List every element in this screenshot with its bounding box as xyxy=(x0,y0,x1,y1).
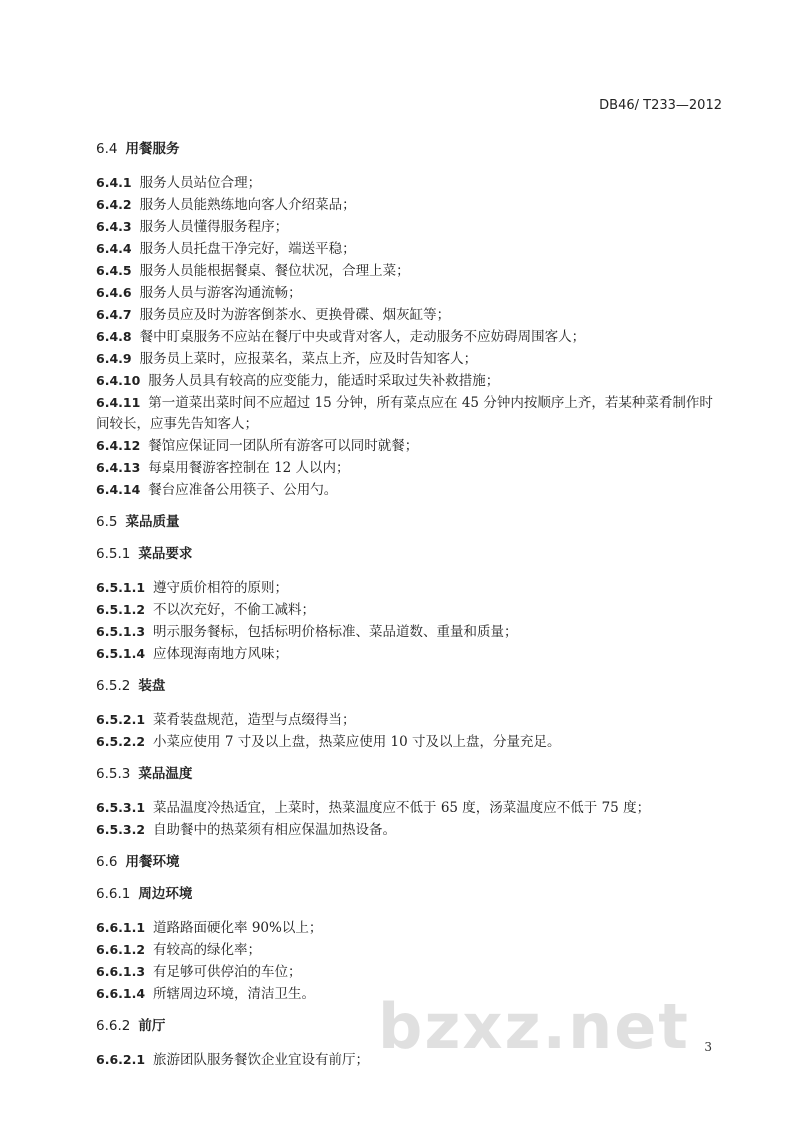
document-code: DB46/ T233—2012 xyxy=(599,98,722,113)
clause-number: 6.5.2.1 xyxy=(96,712,146,727)
clause-number: 6.4.11 xyxy=(96,395,141,410)
clause-text: 服务人员与游客沟通流畅； xyxy=(139,285,302,301)
clause-text: 每桌用餐游客控制在 12 人以内； xyxy=(148,460,350,476)
clause-item xyxy=(96,326,726,348)
subsection-heading xyxy=(96,883,726,905)
clause-number: 6.5.3 xyxy=(96,766,131,782)
clause-item xyxy=(96,577,726,599)
clause-text: 服务员上菜时，应报菜名，菜点上齐，应及时告知客人； xyxy=(139,351,478,367)
clause-item xyxy=(96,304,726,326)
heading-title: 前厅 xyxy=(138,1018,166,1034)
heading-title: 菜品温度 xyxy=(138,766,193,782)
clause-number: 6.6.1.2 xyxy=(96,942,146,957)
clause-text: 明示服务餐标，包括标明价格标准、菜品道数、重量和质量； xyxy=(153,624,518,640)
clause-number: 6.4 xyxy=(96,141,118,157)
clause-item xyxy=(96,621,726,643)
clause-text: 服务人员懂得服务程序； xyxy=(139,219,289,235)
clause-text: 第一道菜出菜时间不应超过 15 分钟，所有菜点应在 45 分钟内按顺序上齐，若某种菜肴制作时间较长，应事先告知客人； xyxy=(96,395,713,432)
clause-number: 6.5.3.2 xyxy=(96,822,146,837)
clause-text: 应体现海南地方风味； xyxy=(153,646,289,662)
clause-number: 6.4.2 xyxy=(96,197,132,212)
subsection-heading xyxy=(96,675,726,697)
clause-text: 服务人员托盘干净完好，端送平稳； xyxy=(139,241,356,257)
clause-number: 6.4.5 xyxy=(96,263,132,278)
clause-number: 6.4.10 xyxy=(96,373,141,388)
clause-text: 餐馆应保证同一团队所有游客可以同时就餐； xyxy=(148,438,419,454)
clause-number: 6.6.1.1 xyxy=(96,920,146,935)
clause-number: 6.5.3.1 xyxy=(96,800,146,815)
heading-title: 菜品质量 xyxy=(125,514,180,530)
clause-item xyxy=(96,194,726,216)
page-number: 3 xyxy=(704,1040,712,1054)
clause-number: 6.5.1.1 xyxy=(96,580,146,595)
clause-text: 菜品温度冷热适宜，上菜时，热菜温度应不低于 65 度，汤菜温度应不低于 75 度； xyxy=(153,800,651,816)
heading-title: 周边环境 xyxy=(138,886,193,902)
clause-item xyxy=(96,797,726,819)
clause-number: 6.6 xyxy=(96,854,118,870)
clause-number: 6.6.2.1 xyxy=(96,1052,146,1067)
clause-item xyxy=(96,599,726,621)
clause-item xyxy=(96,917,726,939)
section-heading xyxy=(96,511,726,533)
clause-number: 6.4.7 xyxy=(96,307,132,322)
clause-number: 6.5.2.2 xyxy=(96,734,146,749)
clause-text: 有足够可供停泊的车位； xyxy=(153,964,302,980)
clause-number: 6.5.1 xyxy=(96,546,131,562)
clause-item xyxy=(96,392,726,435)
clause-number: 6.4.1 xyxy=(96,175,132,190)
clause-item xyxy=(96,282,726,304)
clause-number: 6.4.13 xyxy=(96,460,141,475)
clause-item xyxy=(96,260,726,282)
clause-number: 6.6.1.3 xyxy=(96,964,146,979)
clause-text: 餐中盯桌服务不应站在餐厅中央或背对客人，走动服务不应妨碍周围客人； xyxy=(139,329,586,345)
clause-number: 6.6.1 xyxy=(96,886,131,902)
clause-item xyxy=(96,435,726,457)
clause-number: 6.4.9 xyxy=(96,351,132,366)
clause-text: 所辖周边环境，清洁卫生。 xyxy=(153,986,316,1002)
clause-item xyxy=(96,819,726,841)
clause-number: 6.4.4 xyxy=(96,241,132,256)
clause-number: 6.4.6 xyxy=(96,285,132,300)
heading-title: 装盘 xyxy=(138,678,166,694)
clause-text: 服务人员能熟练地向客人介绍菜品； xyxy=(139,197,356,213)
subsection-heading xyxy=(96,543,726,565)
clause-number: 6.4.14 xyxy=(96,482,141,497)
clause-item xyxy=(96,709,726,731)
clause-item xyxy=(96,643,726,665)
clause-text: 旅游团队服务餐饮企业宜设有前厅； xyxy=(153,1052,370,1068)
clause-number: 6.4.8 xyxy=(96,329,132,344)
clause-text: 菜肴装盘规范，造型与点缀得当； xyxy=(153,712,356,728)
clause-text: 遵守质价相符的原则； xyxy=(153,580,289,596)
clause-text: 服务人员站位合理； xyxy=(139,175,262,191)
clause-item xyxy=(96,457,726,479)
clause-text: 有较高的绿化率； xyxy=(153,942,262,958)
clause-text: 服务员应及时为游客倒茶水、更换骨碟、烟灰缸等； xyxy=(139,307,451,323)
clause-text: 服务人员具有较高的应变能力，能适时采取过失补救措施； xyxy=(148,373,500,389)
clause-number: 6.6.1.4 xyxy=(96,986,146,1001)
subsection-heading xyxy=(96,763,726,785)
clause-text: 小菜应使用 7 寸及以上盘，热菜应使用 10 寸及以上盘，分量充足。 xyxy=(153,734,561,750)
clause-number: 6.4.3 xyxy=(96,219,132,234)
clause-item xyxy=(96,172,726,194)
clause-number: 6.6.2 xyxy=(96,1018,131,1034)
clause-item xyxy=(96,479,726,501)
section-heading xyxy=(96,851,726,873)
clause-number: 6.5 xyxy=(96,514,118,530)
watermark: bzxz.net xyxy=(378,990,690,1063)
clause-text: 餐台应准备公用筷子、公用勺。 xyxy=(148,482,338,498)
document-body xyxy=(96,128,726,1071)
clause-item xyxy=(96,238,726,260)
clause-text: 不以次充好，不偷工减料； xyxy=(153,602,316,618)
heading-title: 菜品要求 xyxy=(138,546,193,562)
heading-title: 用餐服务 xyxy=(125,141,180,157)
section-heading xyxy=(96,138,726,160)
clause-item xyxy=(96,216,726,238)
clause-text: 服务人员能根据餐桌、餐位状况，合理上菜； xyxy=(139,263,410,279)
clause-text: 自助餐中的热菜须有相应保温加热设备。 xyxy=(153,822,397,838)
clause-number: 6.5.1.4 xyxy=(96,646,146,661)
heading-title: 用餐环境 xyxy=(125,854,180,870)
clause-number: 6.5.1.2 xyxy=(96,602,146,617)
clause-item xyxy=(96,731,726,753)
clause-number: 6.4.12 xyxy=(96,438,141,453)
clause-number: 6.5.1.3 xyxy=(96,624,146,639)
clause-number: 6.5.2 xyxy=(96,678,131,694)
clause-item xyxy=(96,348,726,370)
clause-item xyxy=(96,939,726,961)
clause-text: 道路路面硬化率 90%以上； xyxy=(153,920,323,936)
clause-item xyxy=(96,961,726,983)
clause-item xyxy=(96,370,726,392)
